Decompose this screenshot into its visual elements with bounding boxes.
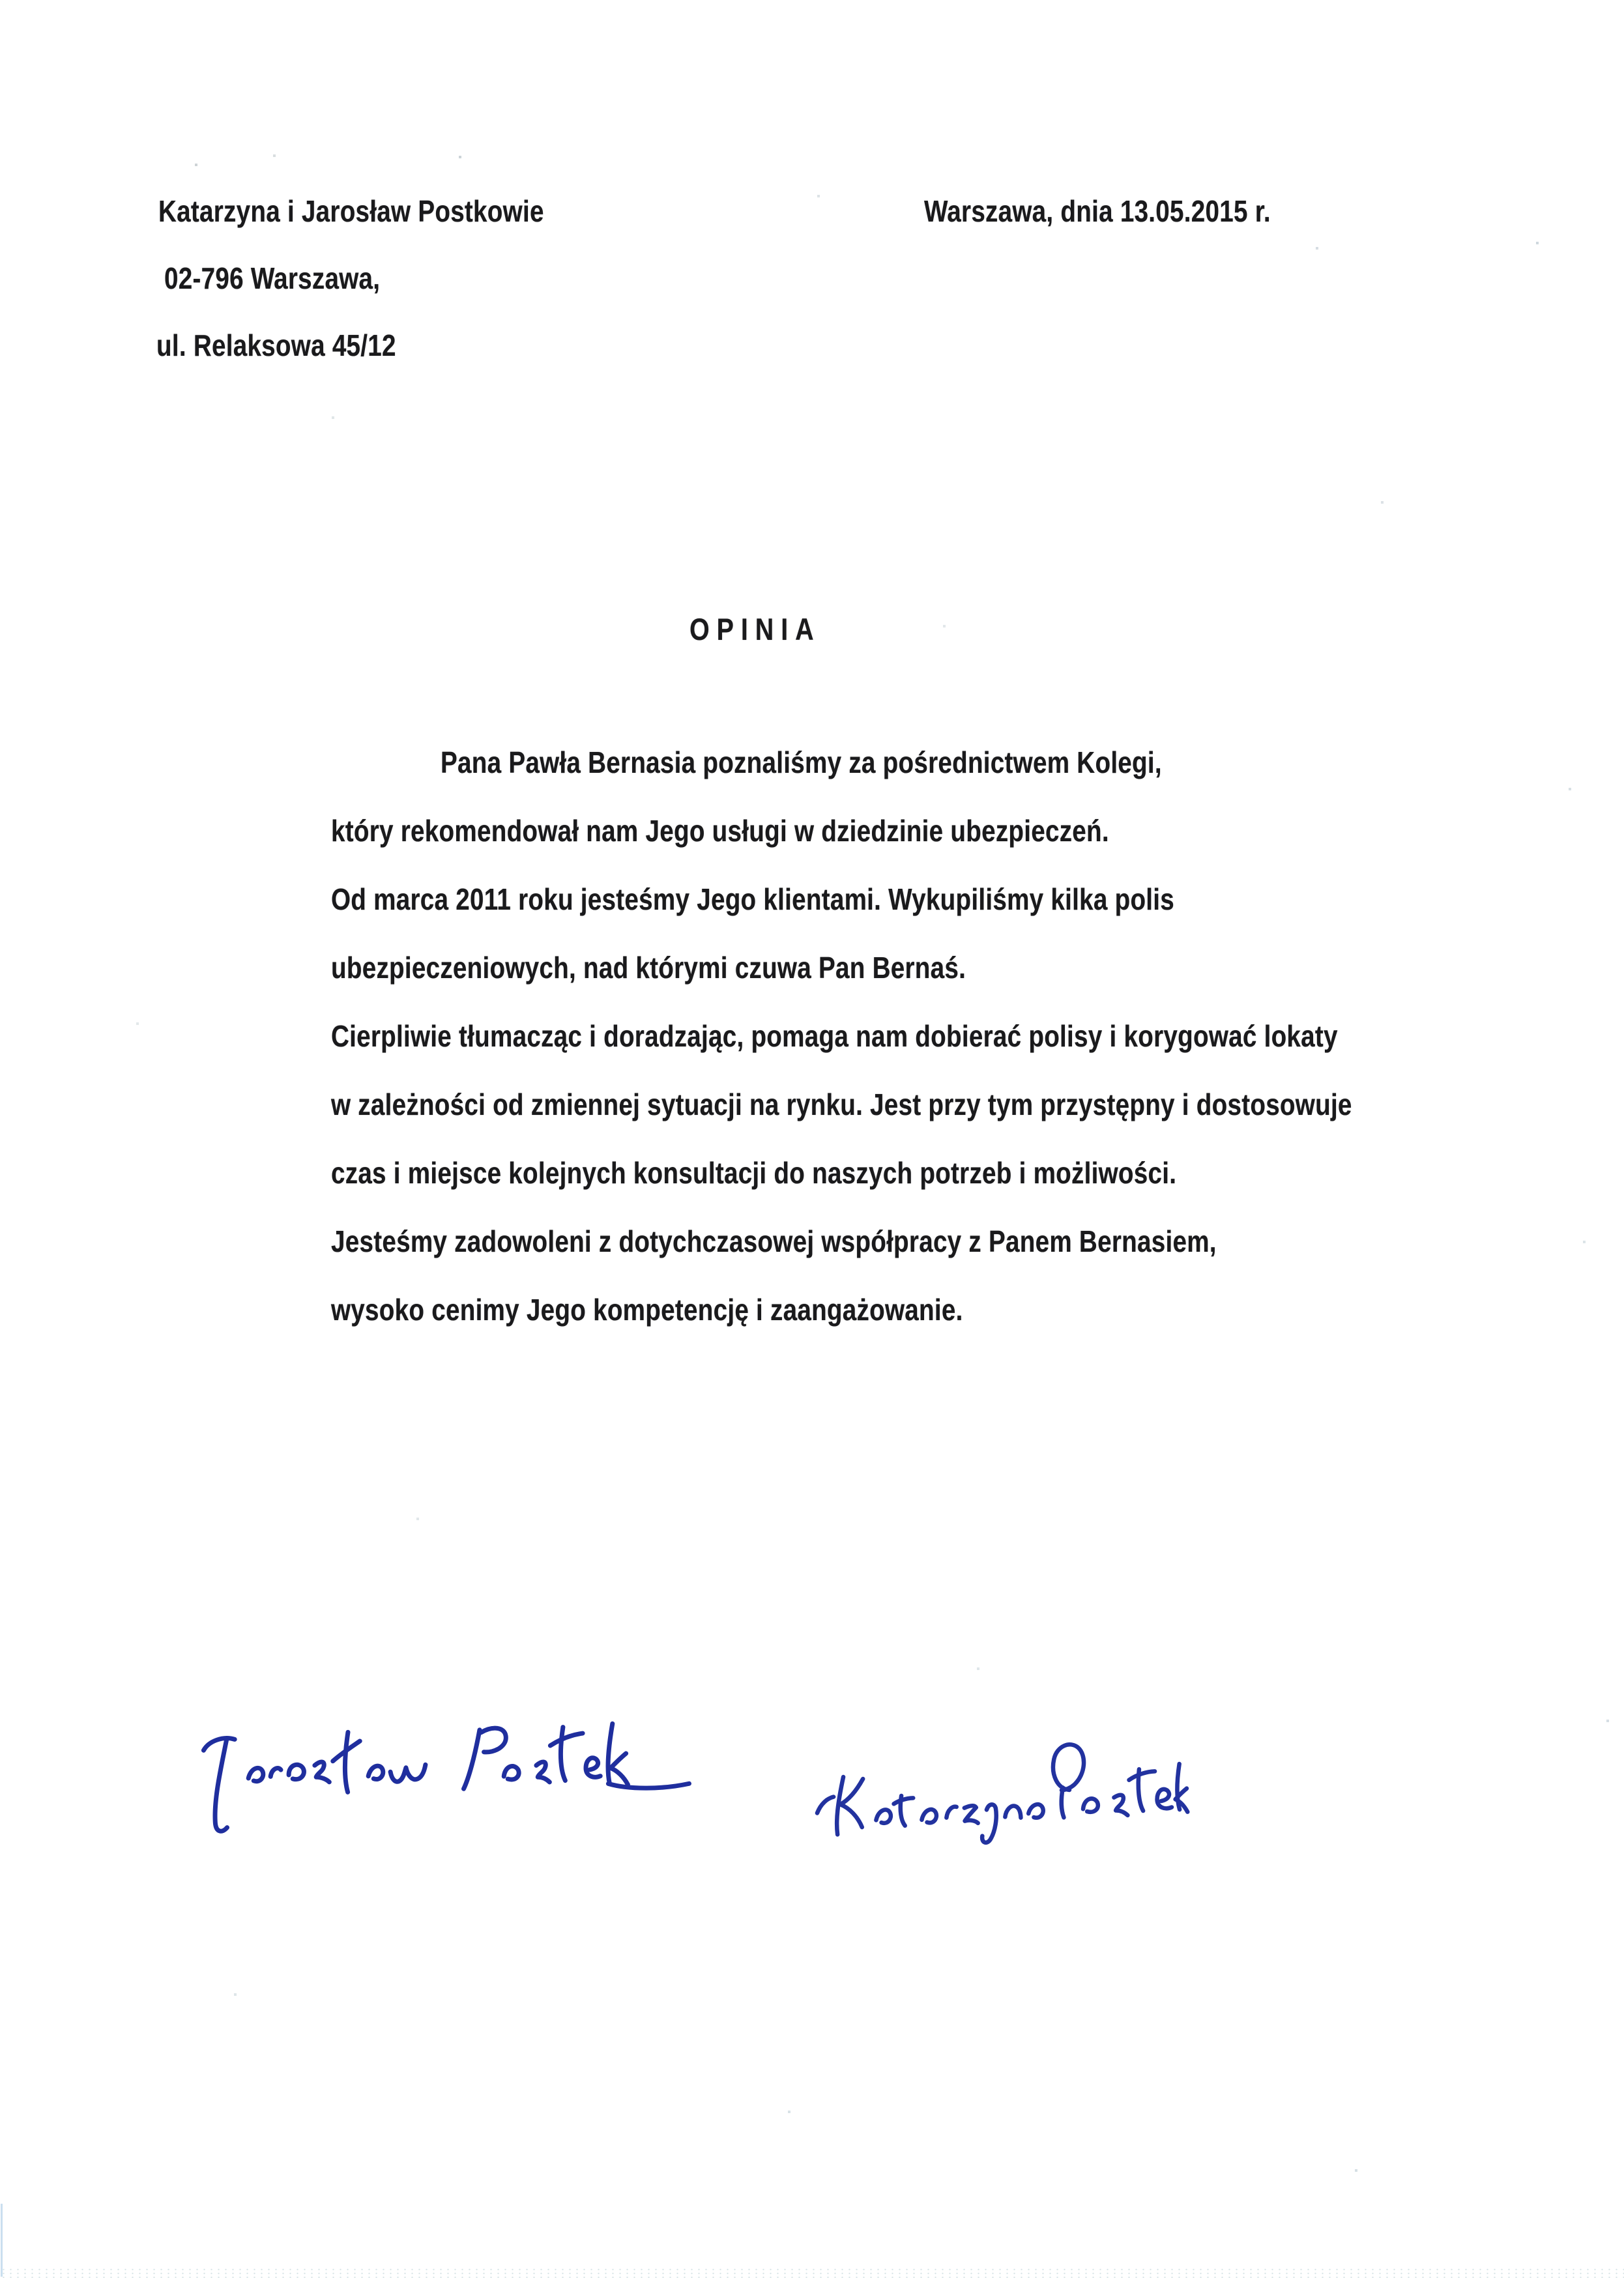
scan-speckles	[0, 0, 1, 1]
scan-noise-bottom-edge	[0, 2268, 1624, 2278]
body-line: Jesteśmy zadowoleni z dotychczasowej współpracy z Panem Bernasiem,	[331, 1224, 1217, 1258]
body-line: ubezpieczeniowych, nad którymi czuwa Pan Bernaś.	[331, 951, 966, 985]
body-line: czas i miejsce kolejnych konsultacji do naszych potrzeb i możliwości.	[331, 1156, 1177, 1190]
sender-postal-city: 02-796 Warszawa,	[164, 261, 381, 295]
sender-street: ul. Relaksowa 45/12	[156, 328, 396, 362]
letter-title: OPINIA	[689, 612, 821, 646]
body-line: wysoko cenimy Jego kompetencję i zaangażowanie.	[331, 1293, 963, 1327]
sender-name: Katarzyna i Jarosław Postkowie	[158, 194, 544, 228]
body-line: Pana Pawła Bernasia poznaliśmy za pośrednictwem Kolegi,	[441, 745, 1162, 779]
signature-jaroslaw-postek	[171, 1690, 702, 1849]
dateline: Warszawa, dnia 13.05.2015 r.	[924, 194, 1271, 228]
body-line: który rekomendował nam Jego usługi w dziedzinie ubezpieczeń.	[331, 814, 1109, 848]
letter-body	[331, 728, 1352, 1344]
signature-katarzyna-postek	[796, 1723, 1191, 1861]
body-line: Cierpliwie tłumacząc i doradzając, pomaga nam dobierać polisy i korygować lokaty	[331, 1019, 1338, 1053]
body-line: Od marca 2011 roku jesteśmy Jego klientami. Wykupiliśmy kilka polis	[331, 882, 1175, 916]
scan-edge-line	[1, 2204, 3, 2277]
body-line: w zależności od zmiennej sytuacji na rynku. Jest przy tym przystępny i dostosowuje	[331, 1088, 1352, 1121]
